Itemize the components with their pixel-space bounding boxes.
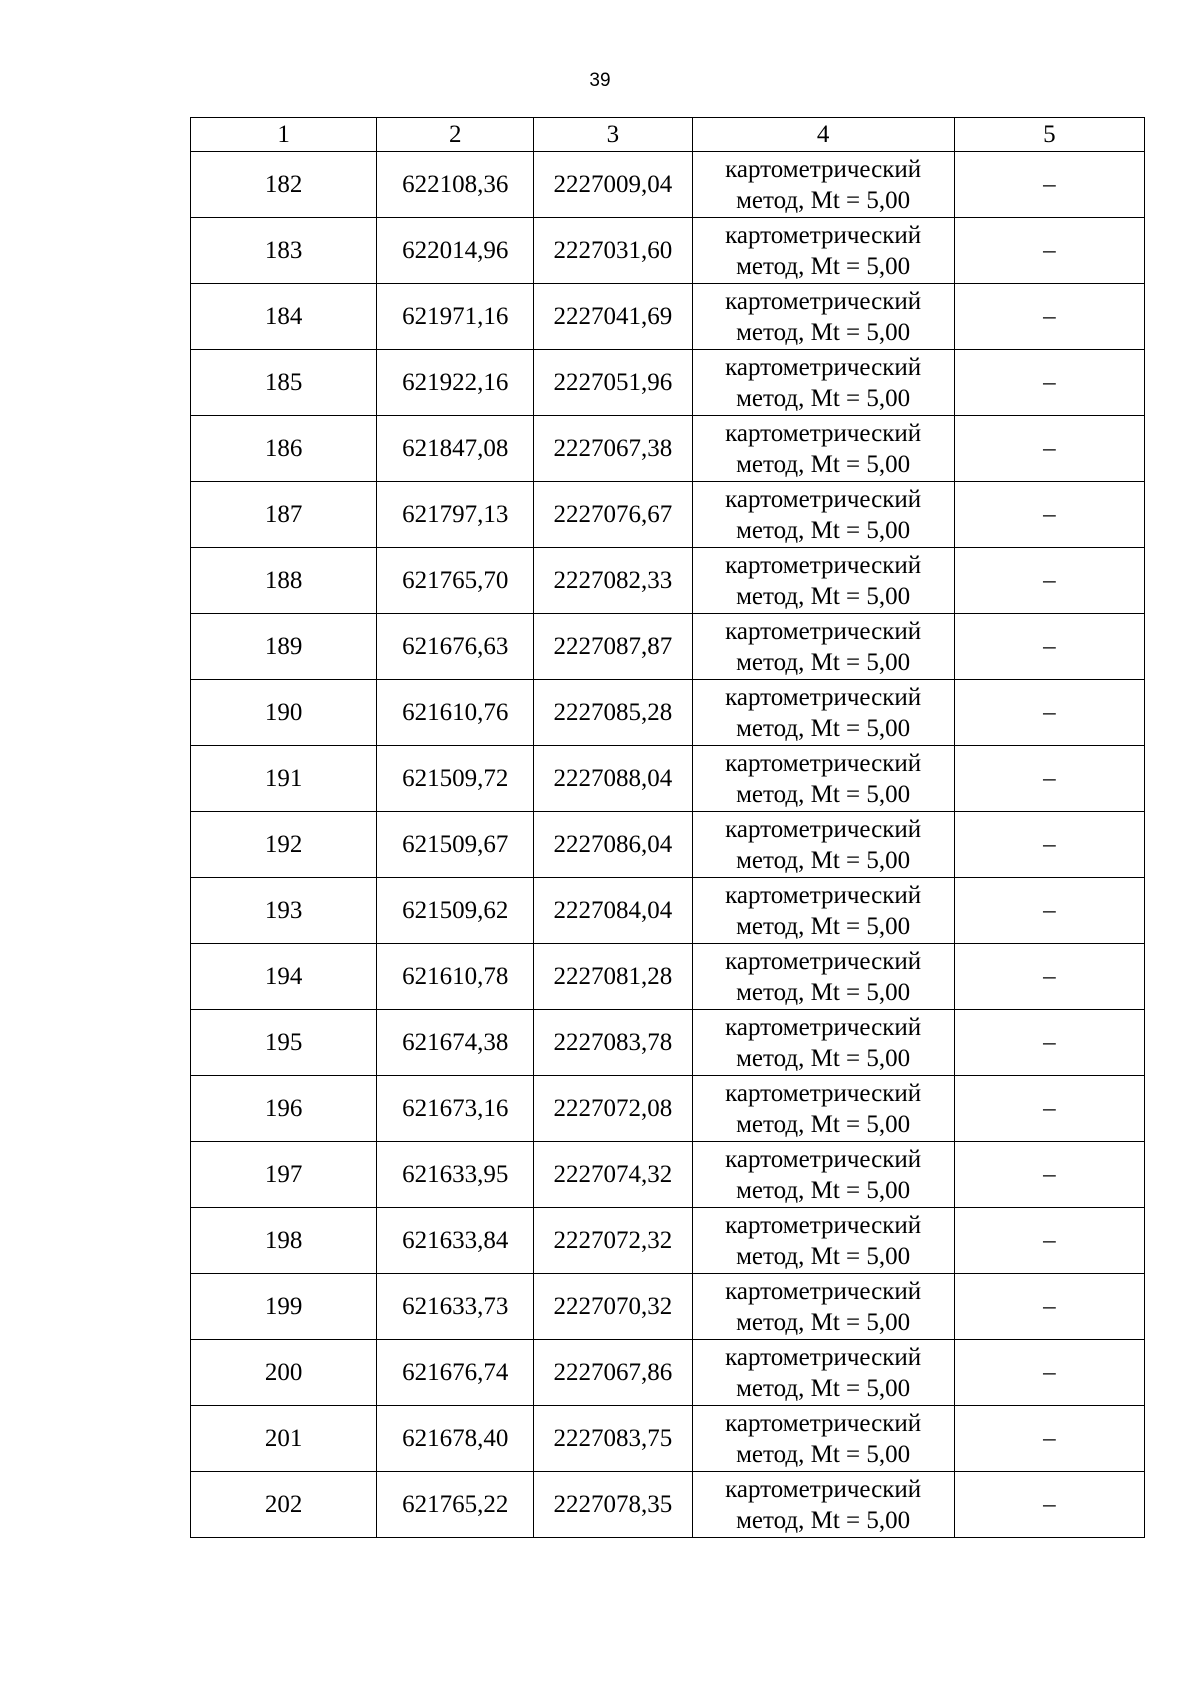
y-coordinate-cell: 2227072,32 xyxy=(534,1208,692,1274)
table-body xyxy=(191,152,1145,1538)
table-header-row xyxy=(191,118,1145,152)
x-coordinate-cell: 621678,40 xyxy=(377,1406,534,1472)
y-coordinate-cell: 2227083,78 xyxy=(534,1010,692,1076)
y-coordinate-cell: 2227083,75 xyxy=(534,1406,692,1472)
x-coordinate-cell: 621676,74 xyxy=(377,1340,534,1406)
point-number-cell: 189 xyxy=(191,614,377,680)
method-line-2: метод, Mt = 5,00 xyxy=(736,1308,911,1336)
method-line-2: метод, Mt = 5,00 xyxy=(736,384,911,412)
point-number-cell: 186 xyxy=(191,416,377,482)
method-cell xyxy=(692,1472,954,1538)
method-line-1: картометрический xyxy=(725,1277,922,1305)
method-cell xyxy=(692,812,954,878)
column-5-cell: – xyxy=(954,1274,1144,1340)
x-coordinate-cell: 621633,73 xyxy=(377,1274,534,1340)
table-row xyxy=(191,1274,1145,1340)
method-line-1: картометрический xyxy=(725,815,922,843)
y-coordinate-cell: 2227081,28 xyxy=(534,944,692,1010)
point-number-cell: 188 xyxy=(191,548,377,614)
method-cell xyxy=(692,1406,954,1472)
table-row xyxy=(191,284,1145,350)
x-coordinate-cell: 622014,96 xyxy=(377,218,534,284)
method-line-2: метод, Mt = 5,00 xyxy=(736,1242,911,1270)
point-number-cell: 185 xyxy=(191,350,377,416)
column-5-cell: – xyxy=(954,878,1144,944)
method-line-2: метод, Mt = 5,00 xyxy=(736,582,911,610)
table-row xyxy=(191,1142,1145,1208)
method-cell xyxy=(692,284,954,350)
column-5-cell: – xyxy=(954,746,1144,812)
x-coordinate-cell: 621633,84 xyxy=(377,1208,534,1274)
column-header: 3 xyxy=(534,118,692,152)
y-coordinate-cell: 2227086,04 xyxy=(534,812,692,878)
x-coordinate-cell: 621765,22 xyxy=(377,1472,534,1538)
method-cell xyxy=(692,1208,954,1274)
column-header: 4 xyxy=(692,118,954,152)
method-line-1: картометрический xyxy=(725,617,922,645)
method-line-2: метод, Mt = 5,00 xyxy=(736,1440,911,1468)
point-number-cell: 200 xyxy=(191,1340,377,1406)
method-line-2: метод, Mt = 5,00 xyxy=(736,186,911,214)
method-line-1: картометрический xyxy=(725,1475,922,1503)
column-header: 2 xyxy=(377,118,534,152)
table-row xyxy=(191,1340,1145,1406)
table-row xyxy=(191,944,1145,1010)
method-cell xyxy=(692,1010,954,1076)
column-5-cell: – xyxy=(954,1472,1144,1538)
table-row xyxy=(191,1010,1145,1076)
y-coordinate-cell: 2227051,96 xyxy=(534,350,692,416)
y-coordinate-cell: 2227074,32 xyxy=(534,1142,692,1208)
coordinates-table xyxy=(190,117,1145,1538)
x-coordinate-cell: 621971,16 xyxy=(377,284,534,350)
table-row xyxy=(191,746,1145,812)
table-row xyxy=(191,548,1145,614)
method-line-2: метод, Mt = 5,00 xyxy=(736,318,911,346)
point-number-cell: 190 xyxy=(191,680,377,746)
column-5-cell: – xyxy=(954,812,1144,878)
method-line-2: метод, Mt = 5,00 xyxy=(736,780,911,808)
point-number-cell: 193 xyxy=(191,878,377,944)
y-coordinate-cell: 2227072,08 xyxy=(534,1076,692,1142)
column-5-cell: – xyxy=(954,350,1144,416)
method-line-2: метод, Mt = 5,00 xyxy=(736,912,911,940)
column-5-cell: – xyxy=(954,218,1144,284)
method-cell xyxy=(692,548,954,614)
x-coordinate-cell: 621610,76 xyxy=(377,680,534,746)
point-number-cell: 202 xyxy=(191,1472,377,1538)
x-coordinate-cell: 621610,78 xyxy=(377,944,534,1010)
x-coordinate-cell: 621765,70 xyxy=(377,548,534,614)
x-coordinate-cell: 621509,67 xyxy=(377,812,534,878)
table-row xyxy=(191,680,1145,746)
method-line-2: метод, Mt = 5,00 xyxy=(736,648,911,676)
method-line-1: картометрический xyxy=(725,1211,922,1239)
method-line-1: картометрический xyxy=(725,551,922,579)
method-line-1: картометрический xyxy=(725,947,922,975)
y-coordinate-cell: 2227009,04 xyxy=(534,152,692,218)
method-cell xyxy=(692,1340,954,1406)
x-coordinate-cell: 622108,36 xyxy=(377,152,534,218)
point-number-cell: 192 xyxy=(191,812,377,878)
method-cell xyxy=(692,614,954,680)
point-number-cell: 196 xyxy=(191,1076,377,1142)
point-number-cell: 184 xyxy=(191,284,377,350)
y-coordinate-cell: 2227031,60 xyxy=(534,218,692,284)
method-line-2: метод, Mt = 5,00 xyxy=(736,714,911,742)
table-row xyxy=(191,350,1145,416)
x-coordinate-cell: 621676,63 xyxy=(377,614,534,680)
table-row xyxy=(191,1406,1145,1472)
table-row xyxy=(191,152,1145,218)
y-coordinate-cell: 2227088,04 xyxy=(534,746,692,812)
column-5-cell: – xyxy=(954,1406,1144,1472)
method-line-1: картометрический xyxy=(725,1409,922,1437)
table-row xyxy=(191,812,1145,878)
method-line-1: картометрический xyxy=(725,1343,922,1371)
method-cell xyxy=(692,1274,954,1340)
column-header: 1 xyxy=(191,118,377,152)
page-number: 39 xyxy=(589,70,611,91)
point-number-cell: 182 xyxy=(191,152,377,218)
x-coordinate-cell: 621633,95 xyxy=(377,1142,534,1208)
y-coordinate-cell: 2227085,28 xyxy=(534,680,692,746)
method-line-2: метод, Mt = 5,00 xyxy=(736,1374,911,1402)
table-row xyxy=(191,1472,1145,1538)
y-coordinate-cell: 2227067,86 xyxy=(534,1340,692,1406)
method-line-1: картометрический xyxy=(725,353,922,381)
table-row xyxy=(191,218,1145,284)
column-5-cell: – xyxy=(954,284,1144,350)
y-coordinate-cell: 2227041,69 xyxy=(534,284,692,350)
method-line-2: метод, Mt = 5,00 xyxy=(736,1044,911,1072)
method-cell xyxy=(692,746,954,812)
method-cell xyxy=(692,680,954,746)
method-cell xyxy=(692,1076,954,1142)
method-cell xyxy=(692,152,954,218)
y-coordinate-cell: 2227087,87 xyxy=(534,614,692,680)
method-line-2: метод, Mt = 5,00 xyxy=(736,450,911,478)
y-coordinate-cell: 2227082,33 xyxy=(534,548,692,614)
y-coordinate-cell: 2227078,35 xyxy=(534,1472,692,1538)
table-row xyxy=(191,878,1145,944)
method-cell xyxy=(692,878,954,944)
column-5-cell: – xyxy=(954,614,1144,680)
point-number-cell: 194 xyxy=(191,944,377,1010)
column-5-cell: – xyxy=(954,416,1144,482)
table-row xyxy=(191,614,1145,680)
method-line-1: картометрический xyxy=(725,221,922,249)
method-cell xyxy=(692,1142,954,1208)
point-number-cell: 199 xyxy=(191,1274,377,1340)
table-row xyxy=(191,416,1145,482)
column-5-cell: – xyxy=(954,152,1144,218)
method-cell xyxy=(692,350,954,416)
method-line-1: картометрический xyxy=(725,155,922,183)
x-coordinate-cell: 621674,38 xyxy=(377,1010,534,1076)
y-coordinate-cell: 2227084,04 xyxy=(534,878,692,944)
column-5-cell: – xyxy=(954,548,1144,614)
x-coordinate-cell: 621673,16 xyxy=(377,1076,534,1142)
point-number-cell: 197 xyxy=(191,1142,377,1208)
method-cell xyxy=(692,944,954,1010)
method-line-2: метод, Mt = 5,00 xyxy=(736,1176,911,1204)
y-coordinate-cell: 2227070,32 xyxy=(534,1274,692,1340)
method-line-1: картометрический xyxy=(725,881,922,909)
method-line-1: картометрический xyxy=(725,287,922,315)
column-5-cell: – xyxy=(954,1208,1144,1274)
method-line-2: метод, Mt = 5,00 xyxy=(736,252,911,280)
point-number-cell: 201 xyxy=(191,1406,377,1472)
table-row xyxy=(191,1076,1145,1142)
method-cell xyxy=(692,482,954,548)
x-coordinate-cell: 621922,16 xyxy=(377,350,534,416)
y-coordinate-cell: 2227076,67 xyxy=(534,482,692,548)
y-coordinate-cell: 2227067,38 xyxy=(534,416,692,482)
point-number-cell: 195 xyxy=(191,1010,377,1076)
x-coordinate-cell: 621509,62 xyxy=(377,878,534,944)
point-number-cell: 187 xyxy=(191,482,377,548)
method-line-1: картометрический xyxy=(725,1079,922,1107)
method-cell xyxy=(692,218,954,284)
method-line-2: метод, Mt = 5,00 xyxy=(736,1110,911,1138)
column-5-cell: – xyxy=(954,680,1144,746)
method-line-1: картометрический xyxy=(725,485,922,513)
method-line-1: картометрический xyxy=(725,749,922,777)
x-coordinate-cell: 621847,08 xyxy=(377,416,534,482)
table-row xyxy=(191,482,1145,548)
method-line-1: картометрический xyxy=(725,1013,922,1041)
x-coordinate-cell: 621797,13 xyxy=(377,482,534,548)
column-5-cell: – xyxy=(954,1142,1144,1208)
point-number-cell: 191 xyxy=(191,746,377,812)
point-number-cell: 198 xyxy=(191,1208,377,1274)
method-line-2: метод, Mt = 5,00 xyxy=(736,1506,911,1534)
column-5-cell: – xyxy=(954,1340,1144,1406)
method-line-2: метод, Mt = 5,00 xyxy=(736,978,911,1006)
column-5-cell: – xyxy=(954,1076,1144,1142)
method-line-2: метод, Mt = 5,00 xyxy=(736,846,911,874)
column-5-cell: – xyxy=(954,944,1144,1010)
method-line-1: картометрический xyxy=(725,683,922,711)
column-header: 5 xyxy=(954,118,1144,152)
method-line-1: картометрический xyxy=(725,1145,922,1173)
method-line-1: картометрический xyxy=(725,419,922,447)
point-number-cell: 183 xyxy=(191,218,377,284)
method-line-2: метод, Mt = 5,00 xyxy=(736,516,911,544)
x-coordinate-cell: 621509,72 xyxy=(377,746,534,812)
table-row xyxy=(191,1208,1145,1274)
method-cell xyxy=(692,416,954,482)
column-5-cell: – xyxy=(954,1010,1144,1076)
column-5-cell: – xyxy=(954,482,1144,548)
